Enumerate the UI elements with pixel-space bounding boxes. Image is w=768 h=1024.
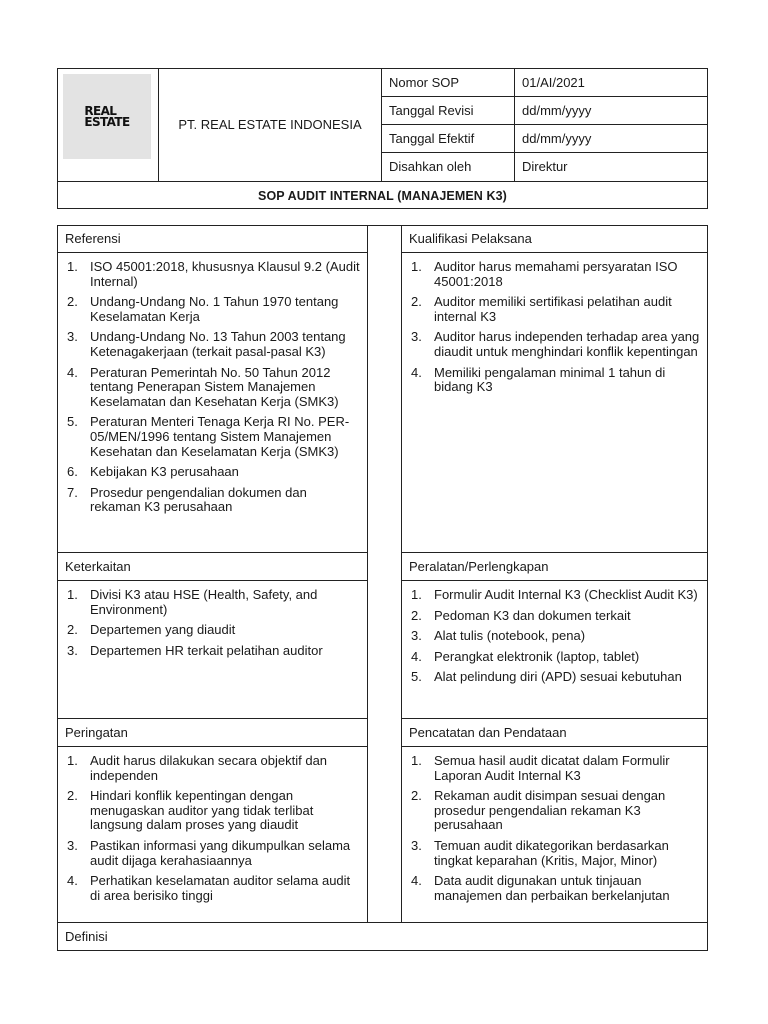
list-item-text: Kebijakan K3 perusahaan (90, 464, 239, 480)
list-item (408, 629, 700, 644)
list-item-number: 3. (411, 628, 422, 644)
list-item-number: 2. (67, 788, 78, 804)
list-item-text: Auditor memiliki sertifikasi pelatihan audit internal K3 (434, 294, 672, 324)
list-item-text: Hindari konflik kepentingan dengan menugaskan auditor yang tidak terlibat langsung dalam proses yang diaudit (90, 788, 314, 833)
list-item (64, 754, 360, 783)
label-tanggal-revisi: Tanggal Revisi (389, 102, 474, 118)
company-name: PT. REAL ESTATE INDONESIA (178, 117, 362, 132)
list-item (64, 588, 360, 617)
list-item (408, 650, 700, 665)
list-item (408, 295, 700, 324)
value-tanggal-revisi: dd/mm/yyyy (522, 102, 592, 118)
list-item (64, 415, 360, 459)
section-title-definisi: Definisi (65, 929, 108, 944)
grid-divider (401, 252, 708, 253)
company-logo (63, 74, 151, 159)
list-item-number: 2. (411, 294, 422, 310)
section-title-peralatan: Peralatan/Perlengkapan (409, 559, 549, 574)
list-item (408, 754, 700, 783)
list-item-number: 6. (67, 464, 78, 480)
list-item (64, 644, 360, 659)
list-item (64, 330, 360, 359)
list-item-number: 7. (67, 484, 78, 500)
list-item-text: Alat pelindung diri (APD) sesuai kebutuhan (434, 669, 682, 685)
list-item (64, 295, 360, 324)
list-item (408, 609, 700, 624)
list-item-number: 1. (67, 259, 78, 274)
list-item-number: 5. (411, 669, 422, 685)
list-item (64, 465, 360, 480)
list-item-text: Rekaman audit disimpan sesuai dengan prosedur pengendalian rekaman K3 perusahaan (434, 788, 666, 833)
list-item-number: 3. (411, 837, 422, 853)
list-item-number: 1. (411, 587, 422, 602)
section-title-peringatan: Peringatan (65, 725, 128, 740)
grid-divider (401, 580, 708, 581)
list-item (64, 486, 360, 515)
list-kualifikasi (408, 260, 700, 401)
list-item-number: 5. (67, 414, 78, 430)
list-item-number: 3. (67, 837, 78, 853)
list-item-number: 4. (67, 364, 78, 380)
section-title-pencatatan: Pencatatan dan Pendataan (409, 725, 567, 740)
grid-divider (57, 746, 367, 747)
list-item-text: ISO 45001:2018, khususnya Klausul 9.2 (Audit Internal) (90, 259, 360, 289)
grid-divider (401, 746, 708, 747)
list-item (64, 839, 360, 868)
list-item-text: Perhatikan keselamatan auditor selama audit di area berisiko tinggi (90, 873, 351, 903)
list-item-text: Departemen yang diaudit (90, 622, 236, 638)
list-item-text: Peraturan Menteri Tenaga Kerja RI No. PER-05/MEN/1996 tentang Sistem Manajemen Kesehatan dan Keselamatan Kerja (SMK3) (90, 414, 350, 459)
list-item (64, 789, 360, 833)
list-item (408, 588, 700, 603)
list-item (408, 260, 700, 289)
list-keterkaitan (64, 588, 360, 664)
list-item-number: 4. (411, 648, 422, 664)
list-item (64, 623, 360, 638)
list-item (408, 839, 700, 868)
document-title: SOP AUDIT INTERNAL (MANAJEMEN K3) (258, 188, 507, 203)
list-item-text: Divisi K3 atau HSE (Health, Safety, and Environment) (90, 587, 318, 617)
logo-wordmark: REAL ESTATE (84, 103, 130, 129)
list-item-text: Data audit digunakan untuk tinjauan manajemen dan perbaikan berkelanjutan (434, 873, 670, 903)
list-item-text: Temuan audit dikategorikan berdasarkan tingkat keparahan (Kritis, Major, Minor) (434, 837, 669, 868)
list-item-text: Pastikan informasi yang dikumpulkan selama audit dijaga kerahasiaannya (90, 837, 351, 868)
grid-divider (57, 252, 367, 253)
list-item-text: Memiliki pengalaman minimal 1 tahun di bidang K3 (434, 364, 666, 395)
section-title-kualifikasi: Kualifikasi Pelaksana (409, 231, 532, 246)
grid-divider (367, 225, 368, 922)
list-item-text: Pedoman K3 dan dokumen terkait (434, 607, 631, 623)
value-tanggal-efektif: dd/mm/yyyy (522, 130, 592, 146)
list-item-number: 2. (411, 607, 422, 623)
list-item-number: 1. (411, 259, 422, 274)
list-item-number: 2. (411, 788, 422, 804)
list-item-number: 1. (411, 753, 422, 768)
list-pencatatan (408, 754, 700, 909)
list-item (408, 670, 700, 685)
list-item-text: Audit harus dilakukan secara objektif dan independen (90, 753, 328, 783)
list-item-number: 4. (67, 873, 78, 889)
list-item-number: 3. (411, 329, 422, 345)
list-item-text: Auditor harus independen terhadap area yang diaudit untuk menghindari konflik kepentingan (434, 329, 700, 359)
list-item-text: Auditor harus memahami persyaratan ISO 45001:2018 (434, 259, 678, 289)
list-item (408, 330, 700, 359)
list-item-number: 1. (67, 587, 78, 602)
label-tanggal-efektif: Tanggal Efektif (389, 130, 475, 146)
list-item-text: Formulir Audit Internal K3 (Checklist Audit K3) (434, 587, 698, 602)
section-title-referensi: Referensi (65, 231, 121, 246)
list-item-number: 4. (411, 873, 422, 889)
list-item-number: 2. (67, 622, 78, 638)
list-item-text: Departemen HR terkait pelatihan auditor (90, 642, 323, 658)
grid-divider (57, 580, 367, 581)
list-item-text: Undang-Undang No. 1 Tahun 1970 tentang Keselamatan Kerja (90, 294, 339, 324)
list-item (408, 366, 700, 395)
label-nomor-sop: Nomor SOP (389, 74, 460, 90)
list-item (64, 874, 360, 903)
list-item-number: 3. (67, 329, 78, 345)
list-item-text: Peraturan Pemerintah No. 50 Tahun 2012 tentang Penerapan Sistem Manajemen Keselamatan dan Kesehatan Kerja (SMK3) (90, 364, 339, 409)
list-item (408, 874, 700, 903)
list-item (64, 366, 360, 410)
list-item (64, 260, 360, 289)
list-item-text: Prosedur pengendalian dokumen dan rekaman K3 perusahaan (90, 484, 307, 515)
list-item-text: Semua hasil audit dicatat dalam Formulir Laporan Audit Internal K3 (434, 753, 670, 783)
list-peringatan (64, 754, 360, 909)
section-title-keterkaitan: Keterkaitan (65, 559, 131, 574)
list-item-number: 4. (411, 364, 422, 380)
list-referensi (64, 260, 360, 521)
label-disahkan-oleh: Disahkan oleh (389, 159, 472, 174)
list-item-number: 2. (67, 294, 78, 310)
list-item (408, 789, 700, 833)
list-item-text: Alat tulis (notebook, pena) (434, 628, 586, 644)
value-disahkan-oleh: Direktur (522, 159, 568, 174)
value-nomor-sop: 01/AI/2021 (522, 74, 585, 90)
list-item-number: 3. (67, 642, 78, 658)
list-item-text: Perangkat elektronik (laptop, tablet) (434, 648, 640, 664)
list-peralatan (408, 588, 700, 691)
list-item-number: 1. (67, 753, 78, 768)
list-item-text: Undang-Undang No. 13 Tahun 2003 tentang Ketenagakerjaan (terkait pasal-pasal K3) (90, 329, 346, 359)
